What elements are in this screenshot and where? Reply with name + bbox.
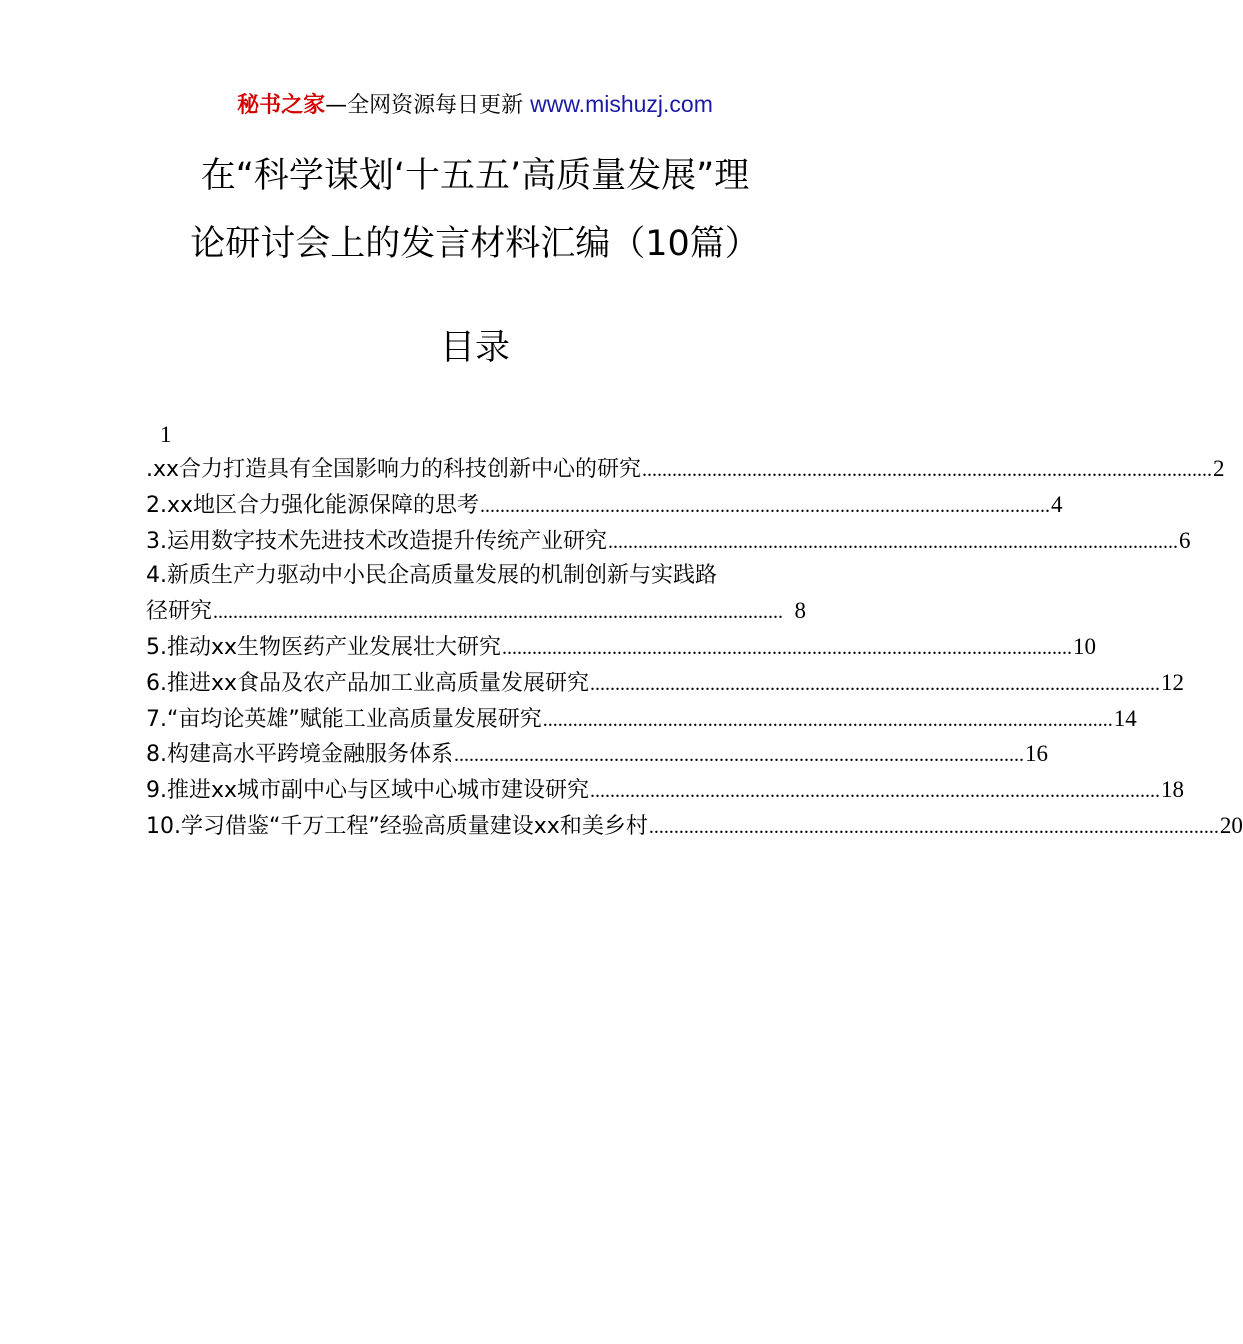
toc-entry-page: 14: [1113, 705, 1137, 731]
toc-entry-title: 2.xx地区合力强化能源保障的思考: [146, 492, 480, 518]
toc-entry-page: 12: [1161, 669, 1185, 695]
toc-heading: 目录: [439, 328, 510, 368]
toc-leader-dots: ..................................................................................................................: [608, 530, 1178, 553]
toc-entry-title-line-1: 4.新质生产力驱动中小民企高质量发展的机制创新与实践路: [146, 563, 717, 589]
toc-entry[interactable]: [146, 488, 1063, 524]
site-header: [0, 88, 950, 122]
document-title-line-2: 论研讨会上的发言材料汇编（10篇）: [190, 224, 760, 264]
toc-entry-page: 10: [1073, 633, 1097, 659]
toc-leader-dots: ..................................................................................................................: [213, 601, 784, 624]
toc-entry[interactable]: [146, 524, 1191, 560]
document-title-line-1: 在“科学谋划‘十五五’高质量发展”理: [200, 156, 750, 196]
toc-entry-page: 20: [1219, 812, 1243, 838]
toc-leader-dots: ..................................................................................................................: [590, 672, 1161, 695]
toc-entry[interactable]: [146, 773, 1185, 809]
toc-entry-page: 18: [1161, 777, 1185, 803]
toc-leader-dots: ..................................................................................................................: [542, 708, 1113, 731]
toc-entry[interactable]: [146, 452, 1225, 488]
toc-entry[interactable]: [146, 666, 1185, 702]
table-of-contents: [146, 418, 1243, 845]
toc-leader-dots: ..................................................................................................................: [480, 494, 1051, 517]
toc-entry-title: 10.学习借鉴“千万工程”经验高质量建设xx和美乡村: [146, 813, 648, 839]
toc-entry-page: 2: [1213, 456, 1225, 481]
toc-entry-title: 9.推进xx城市副中心与区域中心城市建设研究: [146, 778, 590, 804]
toc-entry-title: .xx合力打造具有全国影响力的科技创新中心的研究: [146, 457, 642, 482]
brand-name: 秘书之家: [237, 93, 326, 118]
toc-entry[interactable]: [146, 559, 806, 630]
toc-entry-title: 8.构建高水平跨境金融服务体系: [146, 742, 453, 768]
toc-entry[interactable]: [146, 702, 1137, 738]
toc-entry-title: 6.推进xx食品及农产品加工业高质量发展研究: [146, 670, 590, 696]
toc-entry-page: 8: [794, 598, 806, 624]
toc-entry-title: 3.运用数字技术先进技术改造提升传统产业研究: [146, 528, 607, 554]
toc-entry[interactable]: [146, 809, 1243, 845]
toc-leader-dots: ..................................................................................................................: [642, 459, 1213, 481]
toc-leading-number: 1: [160, 422, 172, 447]
site-url-link[interactable]: www.mishuzj.com: [530, 91, 713, 117]
toc-leader-dots: ..................................................................................................................: [502, 636, 1073, 659]
toc-entry[interactable]: [146, 630, 1097, 666]
header-separator: —: [325, 93, 348, 118]
toc-leader-dots: ..................................................................................................................: [590, 780, 1161, 803]
toc-entry[interactable]: [146, 737, 1048, 773]
toc-entry-title: 7.“亩均论英雄”赋能工业高质量发展研究: [146, 706, 542, 732]
toc-entry-page: 4: [1051, 491, 1063, 517]
toc-entry-title: 5.推动xx生物医药产业发展壮大研究: [146, 634, 502, 660]
toc-entry-title: 径研究: [146, 599, 213, 625]
toc-leader-dots: ..................................................................................................................: [454, 744, 1024, 767]
toc-leader-dots: ..................................................................................................................: [648, 815, 1219, 838]
header-tagline: 全网资源每日更新: [347, 93, 524, 118]
toc-entry-page: 16: [1025, 741, 1048, 767]
toc-entry-page: 6: [1179, 527, 1191, 553]
